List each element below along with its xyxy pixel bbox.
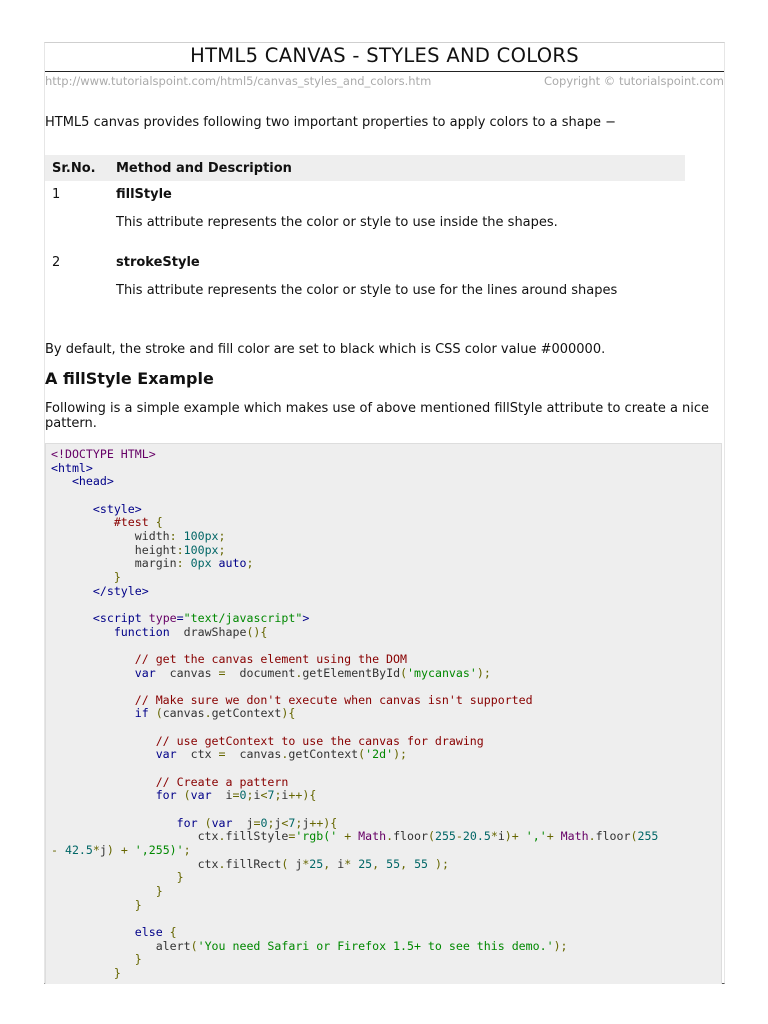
code-token	[51, 502, 93, 516]
code-token: ++){	[309, 815, 338, 830]
code-token: 55	[414, 856, 429, 871]
code-line	[51, 885, 721, 899]
table-row-description	[45, 277, 685, 305]
code-line	[51, 462, 721, 476]
column-header-method: Method and Description	[109, 155, 685, 181]
code-listing	[46, 444, 721, 981]
code-token	[51, 706, 135, 720]
code-token: :	[176, 556, 191, 571]
code-line	[51, 762, 721, 776]
code-token: 0px	[190, 556, 212, 571]
intro-paragraph: HTML5 canvas provides following two important properties to apply colors to a shape −	[45, 115, 616, 130]
code-block[interactable]	[45, 443, 722, 984]
code-token: }	[113, 965, 121, 980]
code-token: ','	[525, 829, 547, 844]
code-token	[51, 925, 135, 939]
code-token: <script	[92, 610, 149, 625]
code-token: i	[211, 788, 233, 803]
code-token: );	[553, 938, 568, 953]
code-line	[51, 830, 721, 844]
code-token: ;	[274, 788, 282, 803]
code-line	[51, 680, 721, 694]
code-token: (){	[246, 624, 268, 639]
code-line	[51, 858, 721, 872]
code-token	[51, 666, 135, 680]
code-line	[51, 448, 721, 462]
code-token: =	[218, 665, 226, 680]
method-name: fillStyle	[116, 187, 172, 202]
code-token: j	[232, 815, 254, 830]
table-row	[45, 249, 685, 277]
code-token: function	[113, 624, 170, 639]
code-token: fillStyle	[225, 829, 289, 844]
default-color-paragraph: By default, the stroke and fill color are set to black which is CSS color value #000000.	[45, 342, 606, 357]
code-token: auto	[211, 556, 247, 571]
code-token: =	[232, 788, 240, 803]
code-token: >	[302, 610, 310, 625]
code-token	[51, 884, 156, 898]
code-line	[51, 748, 721, 762]
code-token: var	[134, 665, 156, 680]
table-row-description	[45, 209, 685, 237]
code-line	[51, 516, 721, 530]
code-token	[51, 966, 114, 980]
code-token: 20.5	[462, 829, 491, 844]
code-line	[51, 503, 721, 517]
code-token: <style>	[92, 501, 142, 516]
code-token: </style>	[92, 583, 149, 598]
code-token: i	[281, 788, 289, 803]
code-line	[51, 626, 721, 640]
code-line	[51, 803, 721, 817]
code-token	[51, 898, 135, 912]
code-token: =	[218, 747, 226, 762]
source-url-link[interactable]: http://www.tutorialspoint.com/html5/canvas_styles_and_colors.htm	[45, 74, 432, 88]
code-line	[51, 530, 721, 544]
code-token: 7	[288, 815, 296, 830]
code-token: canvas	[225, 747, 282, 762]
code-token: ctx	[176, 747, 219, 762]
code-token: .	[218, 856, 226, 871]
code-token: (	[630, 829, 638, 844]
code-token: // get the canvas element using the DOM	[134, 651, 407, 666]
code-token: }	[155, 884, 163, 898]
code-token: 25	[358, 856, 373, 871]
code-line	[51, 667, 721, 681]
code-token: ,	[372, 856, 387, 871]
code-token: ){	[281, 706, 296, 721]
code-token: type	[148, 610, 177, 625]
code-token: *	[92, 843, 100, 858]
code-line	[51, 735, 721, 749]
code-token: ++){	[288, 788, 317, 803]
code-line	[51, 953, 721, 967]
code-token: .	[281, 747, 289, 762]
code-token	[51, 693, 135, 707]
code-token	[51, 775, 156, 789]
code-token: +	[546, 829, 561, 844]
code-token: );	[428, 856, 449, 871]
code-line	[51, 694, 721, 708]
code-token: margin	[51, 556, 177, 571]
code-token: ,	[400, 856, 415, 871]
code-line	[51, 789, 721, 803]
code-token: );	[393, 747, 408, 762]
code-token: Math	[358, 829, 387, 844]
code-token: 'rgb('	[295, 829, 338, 844]
code-token: 'mycanvas'	[407, 665, 477, 680]
code-token: (	[148, 706, 163, 721]
code-token: j	[99, 843, 107, 858]
code-token: ctx	[51, 829, 219, 844]
code-token: document	[225, 665, 296, 680]
code-token: <head>	[71, 474, 114, 489]
section-heading: A fillStyle Example	[45, 369, 214, 388]
example-intro-paragraph: Following is a simple example which makes use of above mentioned fillStyle attribute to create a nice pattern.	[45, 401, 710, 431]
code-token: i	[253, 788, 261, 803]
code-line	[51, 967, 721, 981]
code-token: 255	[637, 829, 659, 844]
code-token: =	[253, 815, 261, 830]
code-token: else	[134, 924, 163, 939]
code-token: 100px	[183, 528, 219, 543]
code-token: (	[358, 747, 366, 762]
code-line	[51, 899, 721, 913]
code-token: <	[260, 788, 268, 803]
code-line	[51, 721, 721, 735]
code-token: drawShape	[169, 624, 247, 639]
code-token: // Create a pattern	[155, 774, 289, 789]
code-token: 25	[309, 856, 324, 871]
code-token: }	[113, 569, 121, 584]
code-token: +	[337, 829, 359, 844]
code-token: 255	[434, 829, 456, 844]
code-line	[51, 653, 721, 667]
code-token: for	[176, 815, 198, 830]
code-line	[51, 871, 721, 885]
code-token: 0	[239, 788, 247, 803]
code-token: floor	[595, 829, 631, 844]
code-line	[51, 639, 721, 653]
code-token: width	[51, 528, 170, 543]
code-token: ;	[295, 815, 303, 830]
code-token: i	[337, 856, 345, 871]
method-description: This attribute represents the color or style to use for the lines around shapes	[116, 283, 618, 298]
code-token: );	[476, 665, 491, 680]
code-token: getContext	[288, 747, 359, 762]
table-row	[45, 181, 685, 209]
code-token: -	[455, 829, 463, 844]
code-token: <!DOCTYPE HTML>	[51, 447, 156, 461]
code-token: 0	[260, 815, 268, 830]
document-page	[44, 42, 725, 984]
code-token: 'You need Safari or Firefox 1.5+ to see this demo.'	[197, 938, 554, 953]
code-token: )+	[504, 829, 526, 844]
code-token	[51, 747, 156, 761]
code-token: ;	[218, 542, 226, 557]
code-token: *	[344, 856, 359, 871]
code-token	[51, 734, 156, 748]
code-line	[51, 940, 721, 954]
code-line	[51, 571, 721, 585]
code-token: =	[176, 610, 184, 625]
code-token: if	[134, 706, 149, 721]
code-token: :	[169, 528, 184, 543]
code-token: (	[281, 856, 296, 871]
row-number: 2	[52, 255, 61, 270]
code-token: ;	[267, 815, 275, 830]
methods-table	[45, 155, 685, 305]
code-token: getContext	[211, 706, 282, 721]
code-line	[51, 776, 721, 790]
code-token	[51, 625, 114, 639]
code-token: .	[204, 706, 212, 721]
code-token: canvas	[162, 706, 205, 721]
code-token: var	[190, 788, 212, 803]
code-token: <html>	[51, 460, 93, 475]
code-token: (	[176, 788, 191, 803]
code-token: 7	[267, 788, 275, 803]
code-token: ) +	[106, 843, 135, 858]
code-line	[51, 557, 721, 571]
code-token: // use getContext to use the canvas for drawing	[155, 733, 484, 748]
code-token: height	[51, 542, 177, 557]
code-token: "text/javascript"	[183, 610, 303, 625]
code-token: (	[197, 815, 212, 830]
code-token: for	[155, 788, 177, 803]
code-token: Math	[560, 829, 589, 844]
code-token: .	[588, 829, 596, 844]
code-line	[51, 585, 721, 599]
code-token: j	[295, 856, 303, 871]
code-token: // Make sure we don't execute when canvas isn't supported	[134, 692, 533, 707]
code-token: canvas	[155, 665, 219, 680]
code-token: ;	[218, 528, 226, 543]
code-token: .	[386, 829, 394, 844]
code-token: '2d'	[365, 747, 394, 762]
code-token: getElementById	[302, 665, 401, 680]
code-token: }	[134, 952, 142, 967]
code-token	[51, 570, 114, 584]
code-token: i	[497, 829, 505, 844]
code-token: }	[134, 897, 142, 912]
code-line	[51, 612, 721, 626]
code-token: *	[490, 829, 498, 844]
code-token	[51, 515, 114, 529]
table-header-row	[45, 155, 685, 181]
row-number: 1	[52, 187, 61, 202]
code-token	[51, 611, 93, 625]
code-token	[51, 816, 177, 830]
code-token: ctx	[51, 856, 219, 871]
code-token	[51, 870, 177, 884]
page-title: HTML5 CANVAS - STYLES AND COLORS	[45, 43, 724, 72]
code-token: #test	[113, 515, 149, 530]
code-token: alert	[51, 938, 191, 953]
code-token	[51, 952, 135, 966]
code-token: =	[288, 829, 296, 844]
code-token: .	[295, 665, 303, 680]
code-token: *	[302, 856, 310, 871]
code-line	[51, 912, 721, 926]
code-token	[51, 584, 93, 598]
code-token: <	[281, 815, 289, 830]
code-token: 100px	[183, 542, 219, 557]
code-token: }	[176, 870, 184, 885]
code-token: .	[218, 829, 226, 844]
code-line	[51, 817, 721, 831]
code-token: 55	[386, 856, 401, 871]
code-line	[51, 598, 721, 612]
code-token: ;	[246, 788, 254, 803]
code-line	[51, 475, 721, 489]
method-description: This attribute represents the color or style to use inside the shapes.	[116, 215, 558, 230]
column-header-srno: Sr.No.	[45, 155, 109, 181]
code-token: -	[51, 843, 65, 858]
code-token: (	[190, 938, 198, 953]
code-token: var	[155, 747, 177, 762]
code-token: ;	[183, 843, 191, 858]
code-token: ,	[323, 856, 338, 871]
code-token: :	[176, 542, 184, 557]
code-token: ',255)'	[134, 843, 184, 858]
code-token: j	[274, 815, 282, 830]
code-token	[51, 652, 135, 666]
code-token: ;	[246, 556, 254, 571]
code-line	[51, 544, 721, 558]
method-name: strokeStyle	[116, 255, 200, 270]
code-token	[51, 788, 156, 802]
code-token: var	[211, 815, 233, 830]
code-token	[51, 474, 72, 488]
code-line	[51, 844, 721, 858]
copyright-notice: Copyright © tutorialspoint.com	[543, 74, 724, 88]
code-token: 42.5	[64, 843, 93, 858]
code-token: fillRect	[225, 856, 282, 871]
code-token: {	[162, 924, 177, 939]
code-token: {	[148, 515, 163, 530]
code-line	[51, 926, 721, 940]
code-token: floor	[393, 829, 428, 844]
code-token: j	[302, 815, 310, 830]
code-line	[51, 707, 721, 721]
code-token: (	[400, 665, 408, 680]
code-token: (	[427, 829, 435, 844]
code-line	[51, 489, 721, 503]
